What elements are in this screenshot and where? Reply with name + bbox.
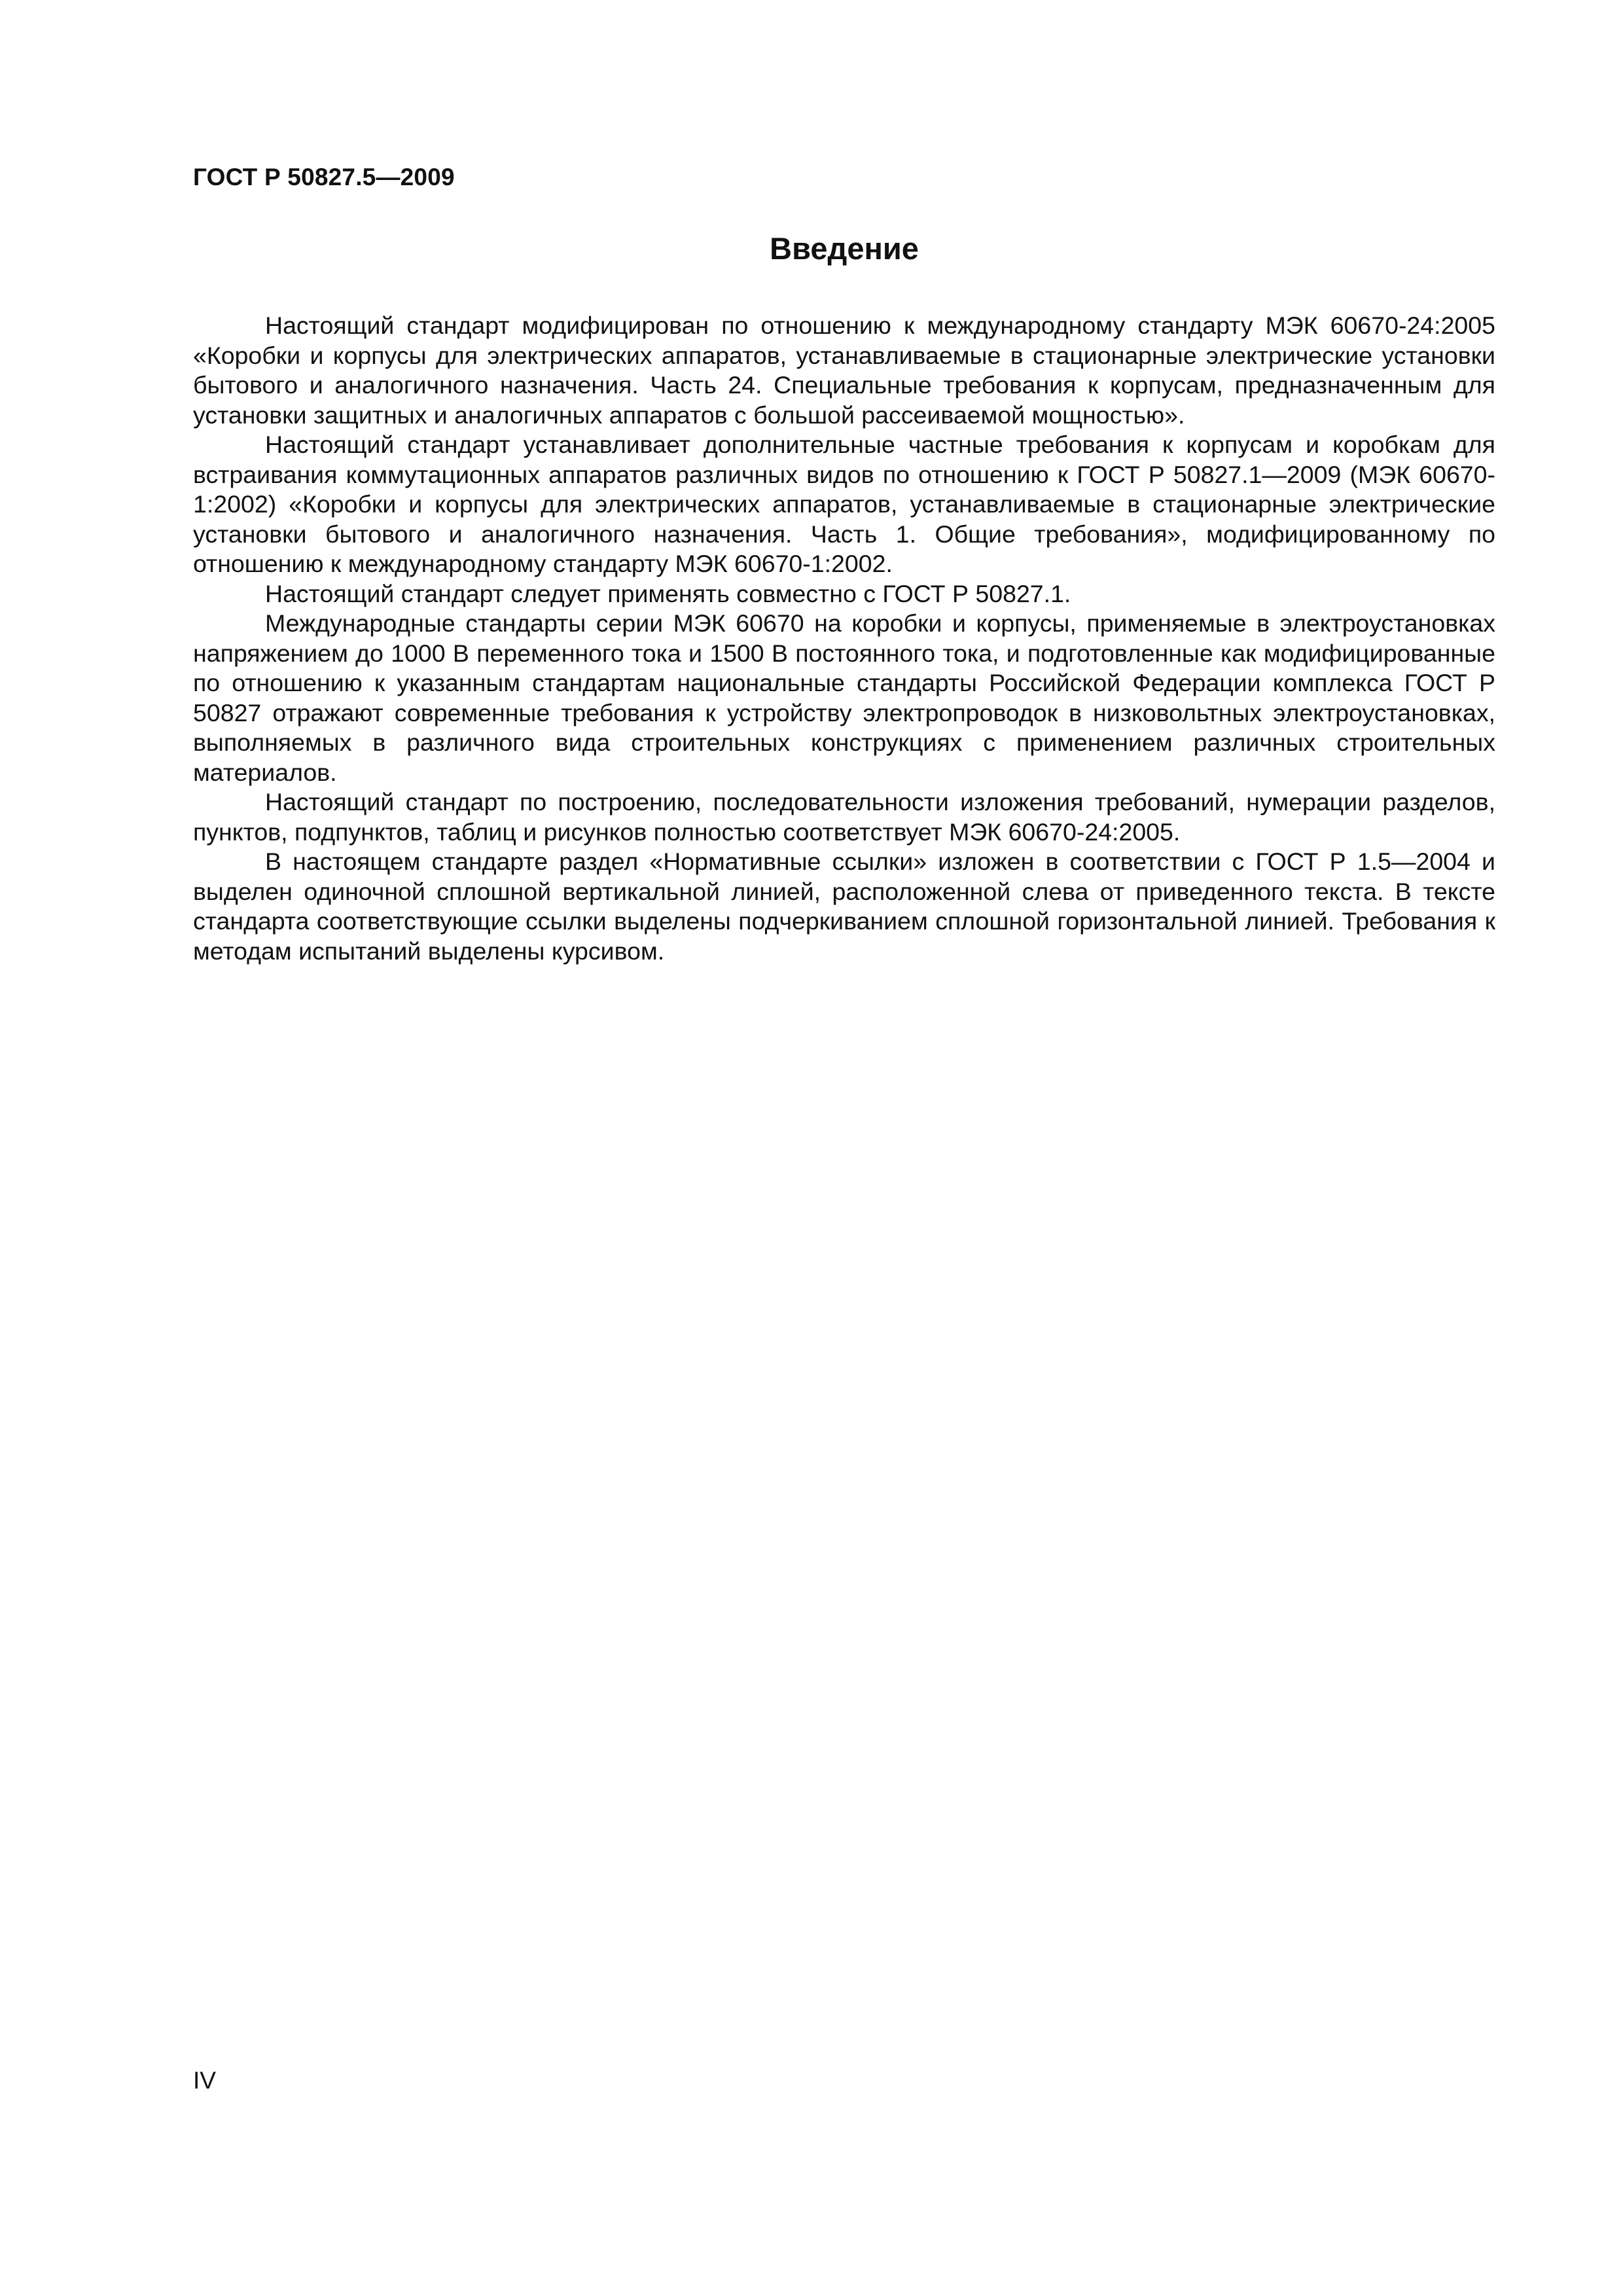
body-text [193, 311, 1495, 966]
document-code: ГОСТ Р 50827.5—2009 [193, 164, 455, 190]
paragraph: В настоящем стандарте раздел «Нормативные ссылки» изложен в соответствии с ГОСТ Р 1.5—2004 и выделен одиночной сплошной вертикальной линией, расположенной слева от приведенного текста. В тексте стандарта соответствующие ссылки выделены подчеркиванием сплошной горизонтальной линией. Требования к методам испытаний выделены курсивом. [193, 848, 1495, 965]
paragraph: Настоящий стандарт модифицирован по отношению к международному стандарту МЭК 60670-24:2005 «Коробки и корпусы для электрических аппаратов, устанавливаемые в стационарные электрические установки бытового и аналогичного назначения. Часть 24. Специальные требования к корпусам, предназначенным для установки защитных и аналогичных аппаратов с большой рассеиваемой мощностью». [193, 312, 1495, 429]
page-number: IV [193, 2067, 216, 2094]
paragraph: Настоящий стандарт по построению, последовательности изложения требований, нумерации разделов, пунктов, подпунктов, таблиц и рисунков полностью соответствует МЭК 60670-24:2005. [193, 788, 1495, 846]
paragraph: Настоящий стандарт следует применять совместно с ГОСТ Р 50827.1. [265, 579, 1071, 607]
section-title: Введение [770, 231, 919, 266]
paragraph: Международные стандарты серии МЭК 60670 на коробки и корпусы, применяемые в электроустановках напряжением до 1000 В переменного тока и 1500 В постоянного тока, и подготовленные как модифицированные по отношению к указанным стандартам национальные стандарты Российской Федерации комплекса ГОСТ Р 50827 отражают современные требования к устройству электропроводок в низковольтных электроустановках, выполняемых в различного вида строительных конструкциях с применением различных строительных материалов. [193, 609, 1495, 786]
paragraph: Настоящий стандарт устанавливает дополнительные частные требования к корпусам и коробкам для встраивания коммутационных аппаратов различных видов по отношению к ГОСТ Р 50827.1—2009 (МЭК 60670-1:2002) «Коробки и корпусы для электрических аппаратов, устанавливаемые в стационарные электрические установки бытового и аналогичного назначения. Часть 1. Общие требования», модифицированному по отношению к международному стандарту МЭК 60670-1:2002. [193, 431, 1495, 577]
